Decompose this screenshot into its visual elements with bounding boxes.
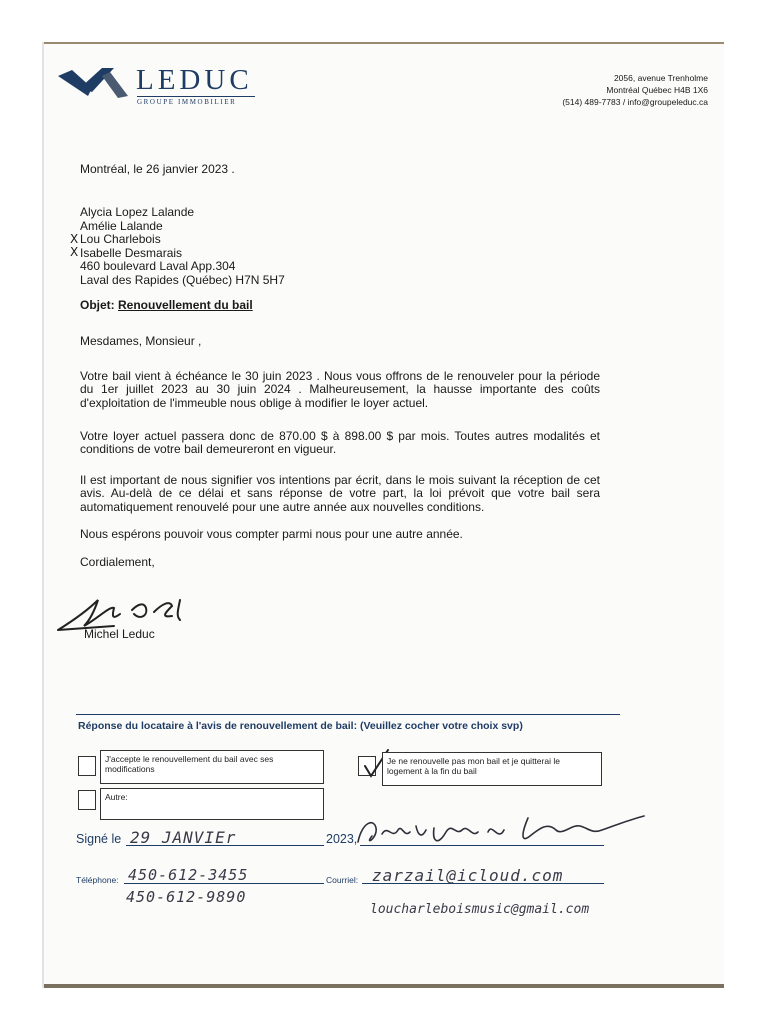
address-line-2: Montréal Québec H4B 1X6 xyxy=(606,85,708,95)
company-subtitle: GROUPE IMMOBILIER xyxy=(137,96,255,106)
recipient-line: Alycia Lopez Lalande xyxy=(80,205,195,219)
company-address xyxy=(562,72,708,108)
signed-date-value: 29 JANVIEr xyxy=(130,828,237,847)
section-divider xyxy=(76,714,620,715)
company-contact: (514) 489-7783 / info@groupeleduc.ca xyxy=(562,97,708,107)
response-title: Réponse du locataire à l'avis de renouvellement de bail: (Veuillez cocher votre choix svp) xyxy=(78,720,523,732)
tenant-signature xyxy=(352,812,652,852)
email-value-2: loucharleboismusic@gmail.com xyxy=(370,902,590,917)
accept-option-label: J'accepte le renouvellement du bail avec ses modifications xyxy=(100,750,324,784)
recipient-line: Isabelle Desmarais xyxy=(80,245,183,260)
subject-line xyxy=(80,298,253,312)
subject-text: Renouvellement du bail xyxy=(118,298,253,312)
leduc-logo-icon xyxy=(58,66,128,100)
recipient-line: 460 boulevard Laval App.304 xyxy=(80,259,236,273)
recipients-block xyxy=(80,206,285,287)
recipient-line: Laval des Rapides (Québec) H7N 5H7 xyxy=(80,272,285,287)
email-label: Courriel: xyxy=(326,875,359,885)
closing: Cordialement, xyxy=(80,555,155,569)
accept-checkbox[interactable] xyxy=(78,756,96,776)
greeting: Mesdames, Monsieur , xyxy=(80,334,202,348)
subject-label: Objet: xyxy=(80,298,115,312)
email-value: zarzail@icloud.com xyxy=(372,866,564,885)
letter-date: Montréal, le 26 janvier 2023 . xyxy=(80,162,235,176)
handwritten-x-mark: X xyxy=(70,232,79,246)
year-label: 2023, xyxy=(326,832,358,846)
company-name: LEDUC xyxy=(136,64,253,96)
other-checkbox[interactable] xyxy=(78,790,96,810)
signer-name: Michel Leduc xyxy=(84,627,155,641)
phone-value-2: 450-612-9890 xyxy=(126,888,247,906)
body-paragraph: Il est important de nous signifier vos intentions par écrit, dans le mois suivant la réception de cet avis. Au-delà de ce délai et sans réponse de votre part, la loi prévoit que votre bail sera automatiquement renouvelé pour une autre année aux nouvelles conditions. xyxy=(80,473,600,514)
phone-label: Téléphone: xyxy=(76,875,119,885)
address-line-1: 2056, avenue Trenholme xyxy=(613,73,708,83)
phone-value: 450-612-3455 xyxy=(128,866,249,884)
body-paragraph: Nous espérons pouvoir vous compter parmi nous pour une autre année. xyxy=(80,527,463,541)
other-option-label: Autre: xyxy=(100,788,324,820)
handwritten-x-mark: X xyxy=(70,245,79,259)
recipient-line: Amélie Lalande xyxy=(80,218,163,233)
signed-date-label: Signé le xyxy=(76,832,122,846)
body-paragraph: Votre bail vient à échéance le 30 juin 2023 . Nous vous offrons de le renouveler pour la période du 1er juillet 2023 au 30 juin 2024 . Malheureusement, la hausse importante des coûts d'exploitation de l'immeuble nous oblige à modifier le loyer actuel. xyxy=(80,369,600,410)
recipient-line: Lou Charlebois xyxy=(80,232,161,246)
decline-option-label: Je ne renouvelle pas mon bail et je quitterai le logement à la fin du bail xyxy=(382,752,602,786)
body-paragraph: Votre loyer actuel passera donc de 870.00 $ à 898.00 $ par mois. Toutes autres modalités et conditions de votre bail demeureront en vigueur. xyxy=(80,429,600,457)
